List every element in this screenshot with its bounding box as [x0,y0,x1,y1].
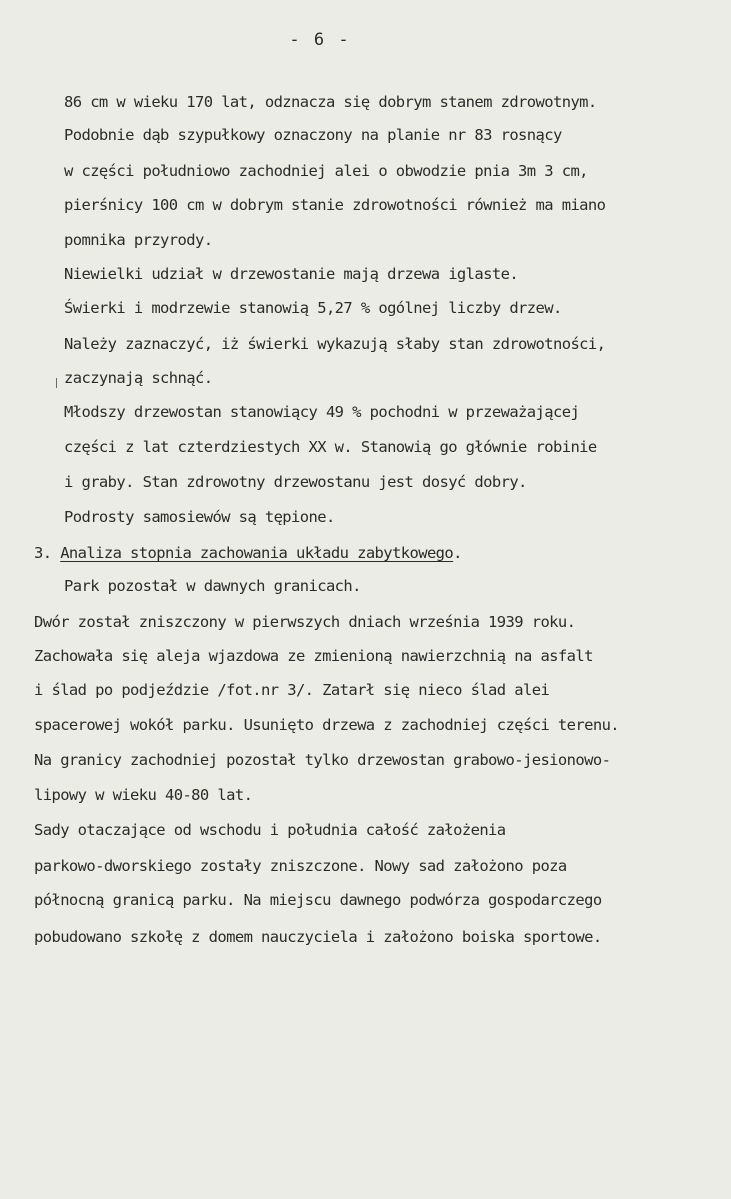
text-line: Podobnie dąb szypułkowy oznaczony na planie nr 83 rosnący [64,126,562,144]
text-line: Młodszy drzewostan stanowiący 49 % pochodni w przeważającej [64,403,580,421]
page-number: - 6 - [289,30,351,50]
text-line: i ślad po podjeździe /fot.nr 3/. Zatarł się nieco ślad alei [34,681,550,699]
text-line: Na granicy zachodniej pozostał tylko drzewostan grabowo-jesionowo- [34,751,611,769]
section-heading [34,543,462,563]
text-line: w części południowo zachodniej alei o obwodzie pnia 3m 3 cm, [64,162,588,180]
text-line: Należy zaznaczyć, iż świerki wykazują słaby stan zdrowotności, [64,335,606,353]
text-line: Park pozostał w dawnych granicach. [64,577,361,595]
text-line: spacerowej wokół parku. Usunięto drzewa z zachodniej części terenu. [34,716,620,734]
section-title-end: . [453,544,462,562]
text-line: Podrosty samosiewów są tępione. [64,508,335,526]
text-line: pierśnicy 100 cm w dobrym stanie zdrowotności również ma miano [64,196,606,214]
text-line: parkowo-dworskiego zostały zniszczone. Nowy sad założono poza [34,857,567,875]
text-line: Niewielki udział w drzewostanie mają drzewa iglaste. [64,265,519,283]
text-line: 86 cm w wieku 170 lat, odznacza się dobrym stanem zdrowotnym. [64,93,597,111]
text-line: i graby. Stan zdrowotny drzewostanu jest dosyć dobry. [64,473,527,491]
text-line: lipowy w wieku 40-80 lat. [34,786,253,804]
text-line: Świerki i modrzewie stanowią 5,27 % ogólnej liczby drzew. [64,299,562,317]
text-line: Dwór został zniszczony w pierwszych dniach września 1939 roku. [34,613,576,631]
margin-mark [56,378,57,388]
section-title: Analiza stopnia zachowania układu zabytkowego [60,544,454,562]
text-line: Sady otaczające od wschodu i południa całość założenia [34,821,506,839]
section-number: 3. [34,544,52,562]
text-line: pomnika przyrody. [64,231,213,249]
text-line: północną granicą parku. Na miejscu dawnego podwórza gospodarczego [34,891,602,909]
text-line: Zachowała się aleja wjazdowa ze zmienioną nawierzchnią na asfalt [34,647,593,665]
text-line: pobudowano szkołę z domem nauczyciela i założono boiska sportowe. [34,928,602,946]
text-line: części z lat czterdziestych XX w. Stanowią go głównie robinie [64,438,597,456]
text-line: zaczynają schnąć. [64,369,213,387]
